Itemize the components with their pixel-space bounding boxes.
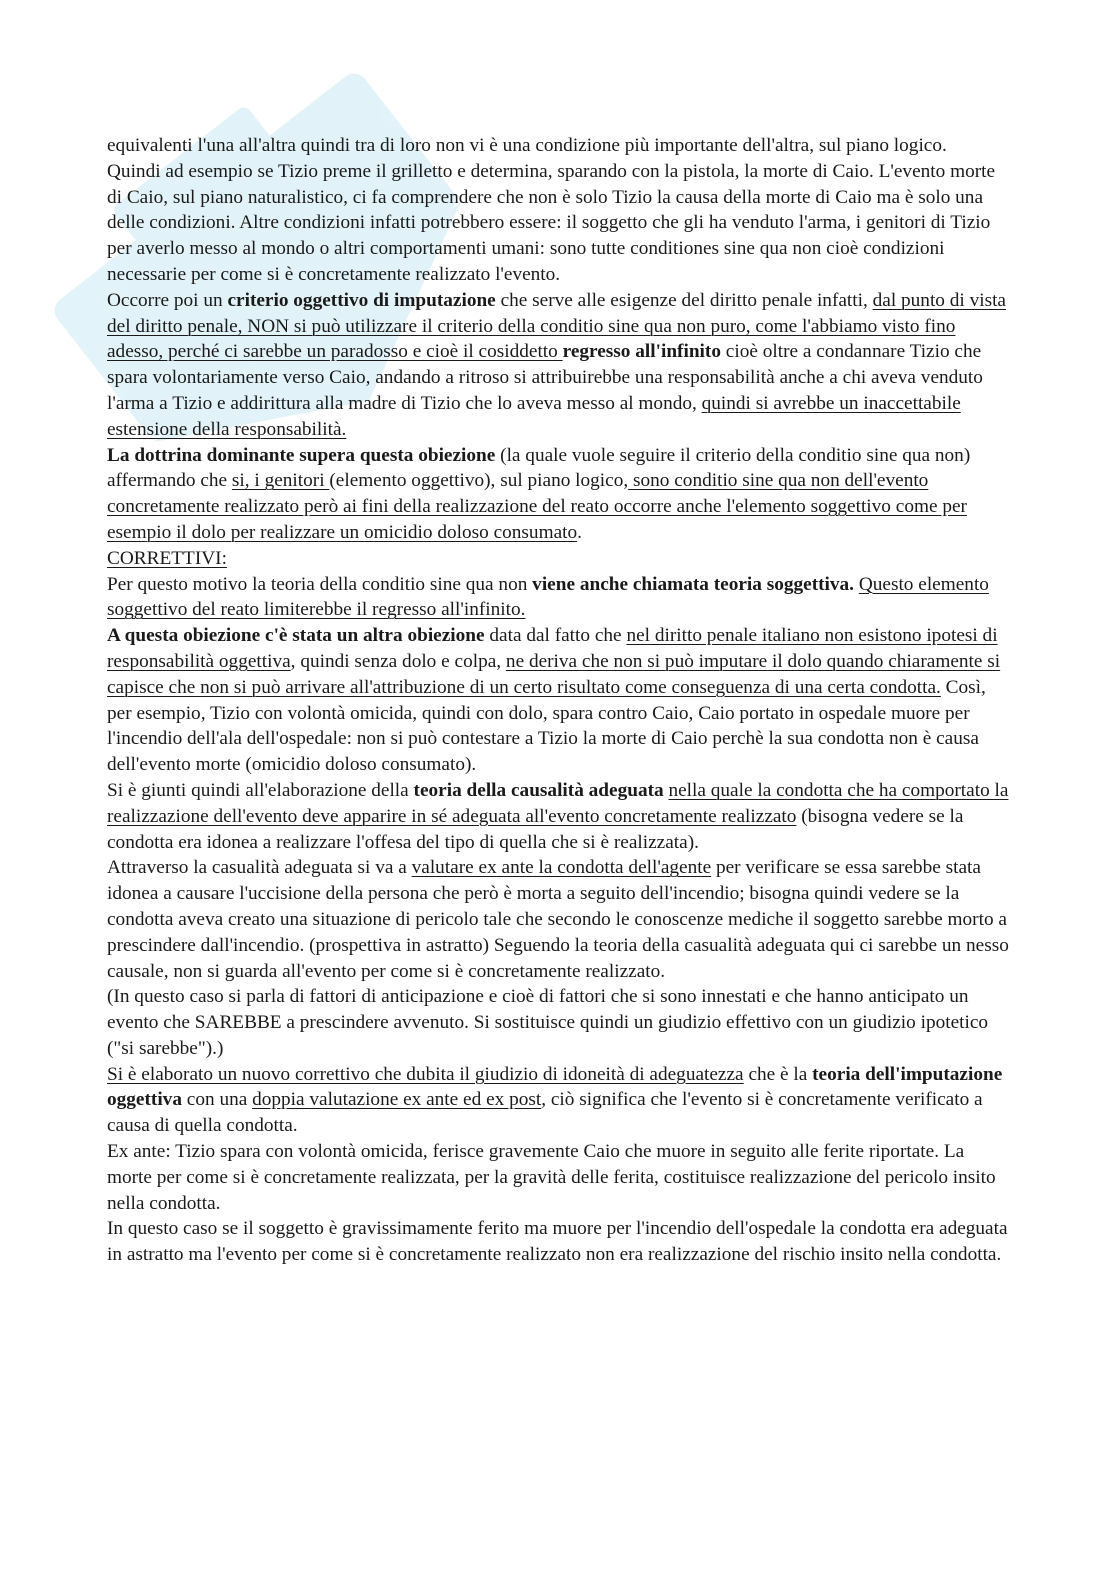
paragraph: [107, 572, 1012, 624]
underlined-text: si, i genitori: [231, 470, 330, 492]
paragraph: [107, 778, 1012, 855]
text-run: equivalenti l'una all'altra quindi tra di loro non vi è una condizione più importante dell'altra, sul piano logico.: [107, 135, 947, 156]
text-run: .: [577, 521, 582, 543]
text-run: In questo caso se il soggetto è gravissimamente ferito ma muore per l'incendio dell'ospedale la condotta era adeguata in astratto ma l'evento per come si è concretamente realizzato non era realizzazione del rischio insito nella condotta.: [107, 1218, 1008, 1266]
text-run: , ciò significa che l'evento si è concretamente verificato a causa di quella condotta.: [107, 1089, 983, 1137]
paragraph: [107, 546, 1012, 572]
text-run: (In questo caso si parla di fattori di anticipazione e cioè di fattori che si sono innestati e che hanno anticipato un evento che SAREBBE a prescindere avvenuto. Si sostituisce quindi un giudizio effettivo con un giudizio ipotetico ("si sarebbe").): [107, 986, 989, 1059]
text-run: Ex ante: Tizio spara con volontà omicida, ferisce gravemente Caio che muore in seguito alle ferite riportate. La morte per come si è concretamente realizzata, per la gravità delle ferita, costituisce realizzazione del pericolo insito nella condotta.: [107, 1141, 996, 1214]
underlined-text: sono conditio sine qua non dell'evento concretamente realizzato però ai fini della realizzazione del reato occorre anche l'elemento soggettivo come per esempio il dolo per realizzare un omicidio doloso consumato: [107, 470, 967, 543]
bold-text: regresso all'infinito: [562, 341, 721, 363]
bold-text: A questa obiezione c'è stata un altra obiezione: [107, 625, 485, 647]
text-run: Per questo motivo la teoria della conditio sine qua non: [107, 573, 533, 595]
paragraph: [107, 1139, 1012, 1216]
text-run: Così, per esempio, Tizio con volontà omicida, quindi con dolo, spara contro Caio, Caio portato in ospedale muore per l'incendio dell'ala dell'ospedale: non si può contestare a Tizio la morte di Caio perchè la sua condotta non è causa dell'evento morte (omicidio doloso consumato).: [107, 676, 986, 776]
text-run: data dal fatto che: [484, 625, 627, 647]
underlined-text: Si è elaborato un nuovo correttivo che dubita il giudizio di idoneità di adeguatezza: [107, 1063, 744, 1085]
bold-text: teoria della causalità adeguata: [413, 779, 664, 801]
underlined-text: ne deriva che non si può imputare il dolo quando chiaramente si capisce che non si può arrivare all'attribuzione di un certo risultato come conseguenza di una certa condotta.: [107, 650, 1001, 698]
paragraph: [107, 1062, 1012, 1139]
text-run: che è la: [743, 1063, 813, 1085]
underlined-text: quindi si avrebbe un inaccettabile estensione della responsabilità.: [107, 392, 961, 440]
paragraph: [107, 855, 1012, 984]
text-run: cioè oltre a condannare Tizio che spara volontariamente verso Caio, andando a ritroso si attribuirebbe una responsabilità anche a chi aveva venduto l'arma a Tizio e addirittura alla madre di Tizio che lo aveva messo al mondo,: [107, 341, 983, 414]
text-run: che serve alle esigenze del diritto penale infatti,: [495, 289, 873, 311]
paragraph: [107, 623, 1012, 778]
text-run: per verificare se essa sarebbe stata idonea a causare l'uccisione della persona che però è morta a seguito dell'incendio; bisogna quindi vedere se la condotta aveva creato una situazione di pericolo tale che secondo le conoscenze mediche il soggetto sarebbe morto a prescindere dall'incendio. (prospettiva in astratto) Seguendo la teoria della casualità adeguata qui ci sarebbe un nesso causale, non si guarda all'evento per come si è concretamente realizzato.: [107, 857, 1009, 982]
text-run: (elemento oggettivo), sul piano logico,: [329, 470, 629, 492]
underlined-text: doppia valutazione ex ante ed ex post: [252, 1089, 542, 1111]
text-run: Attraverso la casualità adeguata si va a: [107, 857, 412, 879]
text-run: Quindi ad esempio se Tizio preme il grilletto e determina, sparando con la pistola, la morte di Caio. L'evento morte di Caio, sul piano naturalistico, ci fa comprendere che non è solo Tizio la causa della morte di Caio ma è solo una delle condizioni. Altre condizioni infatti potrebbero essere: il soggetto che gli ha venduto l'arma, i genitori di Tizio per averlo messo al mondo o altri comportamenti umani: sono tutte conditiones sine qua non cioè condizioni necessarie per come si è concretamente realizzato l'evento.: [107, 160, 996, 285]
text-run: (la quale vuole seguire il criterio della conditio sine qua non) affermando che: [107, 444, 971, 492]
paragraph: [107, 133, 1012, 159]
bold-text: La dottrina dominante supera questa obiezione: [107, 444, 496, 466]
document-body: [107, 133, 1012, 1268]
bold-text: viene anche chiamata teoria soggettiva.: [532, 573, 854, 595]
paragraph: [107, 443, 1012, 546]
underlined-text: CORRETTIVI:: [107, 547, 227, 569]
text-run: , quindi senza dolo e colpa,: [290, 650, 506, 672]
underlined-text: valutare ex ante la condotta dell'agente: [411, 857, 712, 879]
paragraph: [107, 159, 1012, 288]
bold-text: criterio oggettivo di imputazione: [227, 289, 496, 311]
text-run: Si è giunti quindi all'elaborazione della: [107, 779, 414, 801]
text-run: (bisogna vedere se la condotta era idonea a realizzare l'offesa del tipo di quella che si è realizzata).: [107, 805, 964, 853]
paragraph: [107, 288, 1012, 443]
underlined-text: nella quale la condotta che ha comportato la realizzazione dell'evento deve apparire in sé adeguata all'evento concretamente realizzato: [107, 779, 1009, 827]
paragraph: [107, 1216, 1012, 1268]
underlined-text: dal punto di vista del diritto penale, NON si può utilizzare il criterio della conditio sine qua non puro, come l'abbiamo visto fino adesso, perché ci sarebbe un paradosso e cioè il cosiddetto: [107, 289, 1006, 363]
paragraph: [107, 984, 1012, 1061]
underlined-text: Questo elemento soggettivo del reato limiterebbe il regresso all'infinito.: [107, 573, 989, 621]
text-run: Occorre poi un: [107, 289, 228, 311]
text-run: con una: [181, 1089, 253, 1111]
underlined-text: nel diritto penale italiano non esistono ipotesi di responsabilità oggettiva: [107, 625, 998, 672]
bold-text: teoria dell'imputazione oggettiva: [107, 1063, 1003, 1111]
